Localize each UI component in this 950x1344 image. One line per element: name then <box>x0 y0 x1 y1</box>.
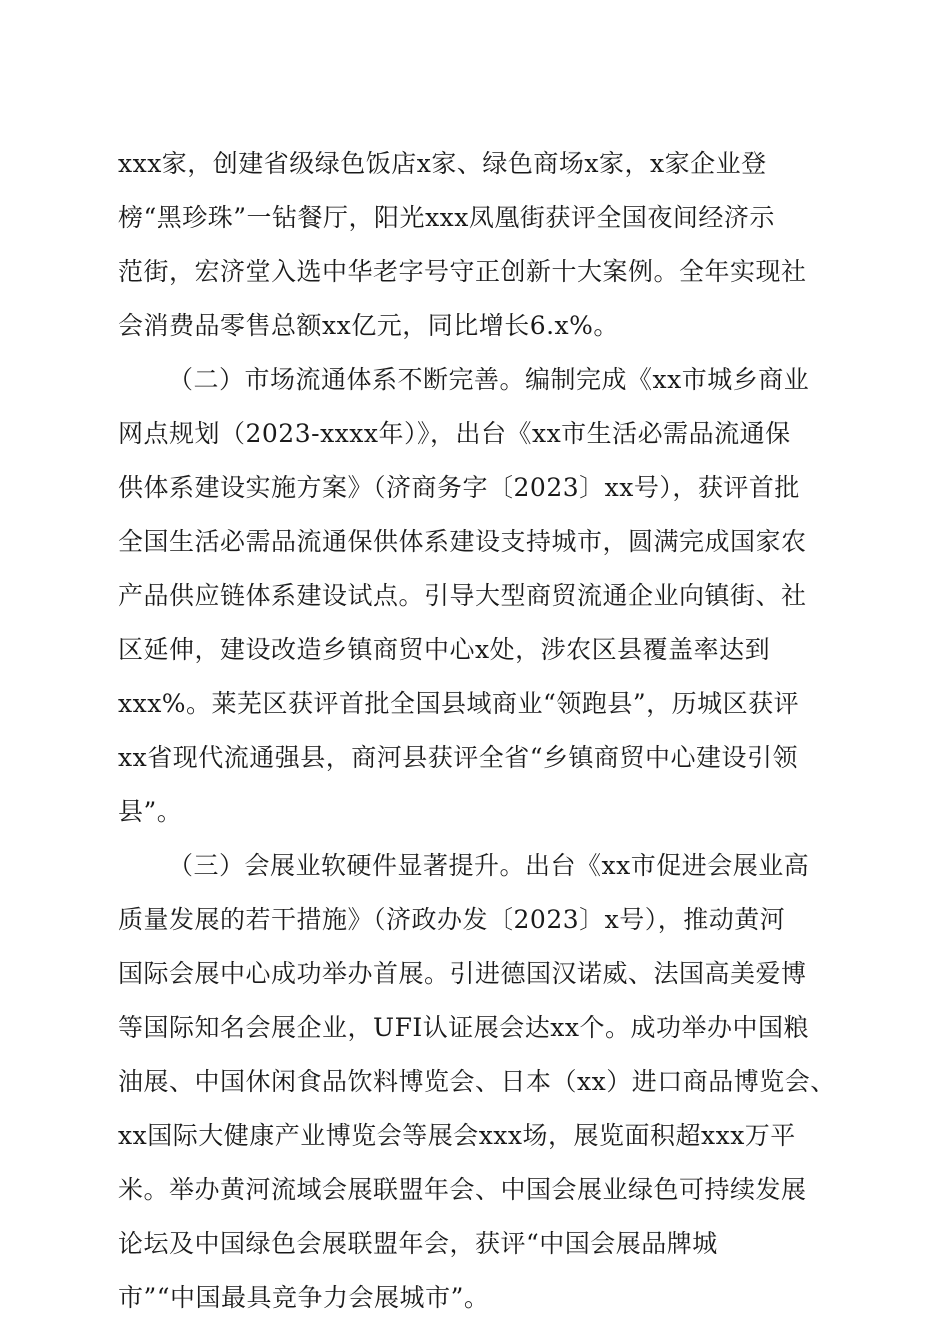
section-heading-3: （三）会展业软硬件显著提升。 <box>168 851 526 880</box>
text-line: 范街，宏济堂入选中华老字号守正创新十大案例。全年实现社 <box>118 257 807 286</box>
text-line: 国际会展中心成功举办首展。引进德国汉诺威、法国高美爱博 <box>118 959 807 988</box>
text-line: 会消费品零售总额xx亿元，同比增长6.x%。 <box>118 311 619 340</box>
text-line: 质量发展的若干措施》（济政办发〔2023〕x号），推动黄河 <box>118 905 786 934</box>
text-line: 区延伸，建设改造乡镇商贸中心x处，涉农区县覆盖率达到 <box>118 635 771 664</box>
text-line: 网点规划（2023-xxxx年）》，出台《xx市生活必需品流通保 <box>118 419 791 448</box>
document-body <box>118 137 878 1325</box>
text-line: 全国生活必需品流通保供体系建设支持城市，圆满完成国家农 <box>118 527 807 556</box>
text-line: 供体系建设实施方案》（济商务字〔2023〕xx号），获评首批 <box>118 473 800 502</box>
text-line: 产品供应链体系建设试点。引导大型商贸流通企业向镇街、社 <box>118 581 807 610</box>
text-line: xx省现代流通强县，商河县获评全省“乡镇商贸中心建设引领 <box>118 743 798 772</box>
text-line: 榜“黑珍珠”一钻餐厅，阳光xxx凤凰街获评全国夜间经济示 <box>118 203 775 232</box>
text-line: 米。举办黄河流域会展联盟年会、中国会展业绿色可持续发展 <box>118 1175 807 1204</box>
text-line: 油展、中国休闲食品饮料博览会、日本（xx）进口商品博览会、 <box>118 1067 836 1096</box>
text-run: 出台《xx市促进会展业高 <box>525 851 810 880</box>
text-line: xxx家，创建省级绿色饭店x家、绿色商场x家，x家企业登 <box>118 149 767 178</box>
text-line: 县”。 <box>118 797 183 826</box>
text-line: xxx%。莱芜区获评首批全国县域商业“领跑县”，历城区获评 <box>118 689 800 718</box>
paragraph-first-line <box>118 353 878 407</box>
text-run: 编制完成《xx市城乡商业 <box>525 365 810 394</box>
text-line: 等国际知名会展企业，UFI认证展会达xx个。成功举办中国粮 <box>118 1013 809 1042</box>
section-heading-2: （二）市场流通体系不断完善。 <box>168 365 526 394</box>
text-line: 市”“中国最具竞争力会展城市”。 <box>118 1283 490 1312</box>
text-line: xx国际大健康产业博览会等展会xxx场，展览面积超xxx万平 <box>118 1121 796 1150</box>
text-line: 论坛及中国绿色会展联盟年会，获评“中国会展品牌城 <box>118 1229 718 1258</box>
paragraph-first-line <box>118 839 878 893</box>
